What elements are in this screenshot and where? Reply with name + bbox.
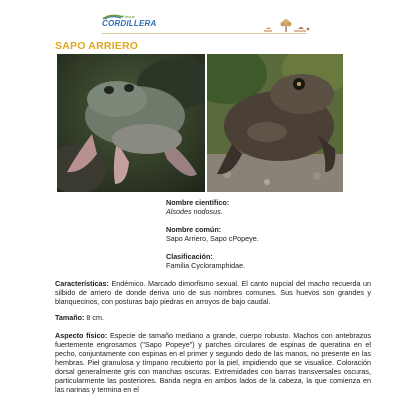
common-name-block [166, 225, 259, 243]
characteristics-text: Endémico. Marcado dimorfismo sexual. El canto nupcial del macho recuerda un silbido de arriero de donde deriva uno de sus nombres comunes. Sus huevos son grandes y blanquecinos, con posturas bajo piedras en arroyos de bajo caudal. [55, 279, 371, 306]
appearance-paragraph [55, 331, 371, 394]
park-logo [102, 14, 172, 34]
characteristics-paragraph [55, 279, 371, 306]
logo-main-text: CORDILLERA [102, 19, 157, 28]
characteristics-label: Características: [55, 279, 109, 288]
toad-image-left [57, 54, 205, 192]
size-label: Tamaño: [55, 313, 85, 322]
appearance-text: Especie de tamaño mediano a grande, cuerpo robusto. Machos con antebrazos fuertemente engrosamos ("Sapo Popeye") y parches circulares de espinas de queratina en el pecho, conjuntamente con espinas en el primer y segundo dedo de las manos, no presente en las hembras. Piel granulosa y tímpano recubierto por la piel, impidiendo que se visualice. Coloración dorsal generalmente gris con manchas oscuras. Extremidades con barras transversales oscuras, particularmente las posteriores. Banda negra en ambos lados de la cabeza, la que comienza en las narinas y termina en el [55, 331, 371, 394]
toad-image-right [207, 54, 343, 192]
page-title: SAPO ARRIERO [55, 40, 139, 52]
common-name-label: Nombre común: [166, 225, 222, 234]
classification-label: Clasificación: [166, 252, 213, 261]
scientific-name-block [166, 198, 229, 216]
appearance-label: Aspecto físico: [55, 331, 108, 340]
toad-photo-left [57, 54, 205, 192]
logo-small-text: Parque [122, 14, 135, 19]
size-paragraph [55, 313, 371, 322]
tree-bird-illustration-icon [262, 14, 310, 34]
size-text: 8 cm. [84, 313, 104, 322]
classification-value: Familia Cycloramphidae. [166, 261, 246, 270]
classification-block [166, 252, 245, 270]
scientific-name-value: Alsodes nodosus. [166, 207, 223, 216]
scientific-name-label: Nombre científico: [166, 198, 230, 207]
toad-photo-right [207, 54, 343, 192]
header-divider [102, 33, 307, 34]
page-header [0, 0, 400, 38]
common-name-value: Sapo Arriero, Sapo cPopeye. [166, 234, 259, 243]
